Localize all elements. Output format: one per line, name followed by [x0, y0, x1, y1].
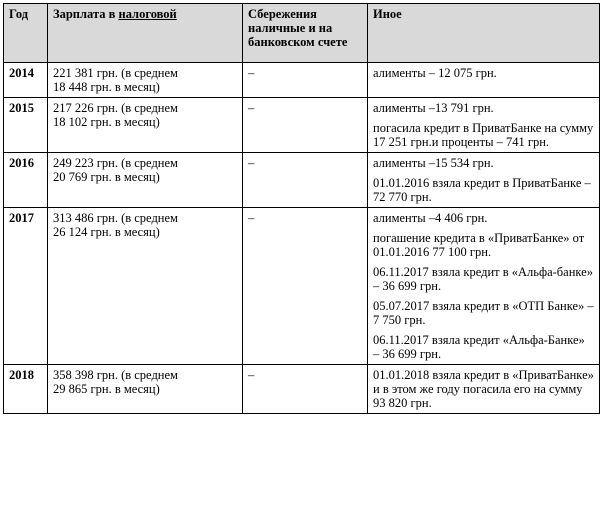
salary-line: 29 865 грн. в месяц) [53, 382, 160, 396]
table-row [4, 63, 600, 98]
salary-line: 18 102 грн. в месяц) [53, 115, 160, 129]
table-row [4, 98, 600, 153]
year-cell: 2018 [4, 365, 48, 414]
header-salary-underlined: налоговой [118, 7, 177, 21]
savings-cell: – [243, 63, 368, 98]
header-row [4, 4, 600, 63]
savings-cell: – [243, 208, 368, 365]
other-cell [368, 63, 600, 98]
other-entry: 06.11.2017 взяла кредит в «Альфа-банке» – 36 699 грн. [373, 265, 593, 293]
salary-line: 18 448 грн. в месяц) [53, 80, 160, 94]
savings-cell: – [243, 98, 368, 153]
other-entry: 01.01.2018 взяла кредит в «ПриватБанке» и в этом же году погасила его на сумму 93 820 грн. [373, 368, 594, 410]
salary-line: 358 398 грн. (в среднем [53, 368, 178, 382]
header-year: Год [4, 4, 48, 63]
year-cell: 2016 [4, 153, 48, 208]
header-salary [48, 4, 243, 63]
other-entry: 06.11.2017 взяла кредит «Альфа-Банке» – 36 699 грн. [373, 333, 585, 361]
savings-cell: – [243, 365, 368, 414]
salary-line: 249 223 грн. (в среднем [53, 156, 178, 170]
income-table [3, 3, 600, 414]
table-row [4, 208, 600, 365]
year-cell: 2017 [4, 208, 48, 365]
year-cell: 2014 [4, 63, 48, 98]
table-body [4, 63, 600, 414]
other-entry: алименты –4 406 грн. [373, 211, 488, 225]
other-entry: 01.01.2016 взяла кредит в ПриватБанке – 72 770 грн. [373, 176, 591, 204]
other-entry: алименты – 12 075 грн. [373, 66, 497, 80]
salary-cell [48, 208, 243, 365]
salary-cell [48, 63, 243, 98]
savings-cell: – [243, 153, 368, 208]
table-row [4, 153, 600, 208]
other-entry: алименты –13 791 грн. [373, 101, 494, 115]
salary-line: 217 226 грн. (в среднем [53, 101, 178, 115]
salary-line: 313 486 грн. (в среднем [53, 211, 178, 225]
other-cell [368, 208, 600, 365]
other-entry: погашение кредита в «ПриватБанке» от 01.01.2016 77 100 грн. [373, 231, 585, 259]
header-other: Иное [368, 4, 600, 63]
header-salary-prefix: Зарплата в [53, 7, 119, 21]
salary-cell [48, 365, 243, 414]
other-cell [368, 98, 600, 153]
other-entry: 05.07.2017 взяла кредит в «ОТП Банке» – 7 750 грн. [373, 299, 594, 327]
salary-cell [48, 98, 243, 153]
other-entry: алименты –15 534 грн. [373, 156, 494, 170]
salary-line: 20 769 грн. в месяц) [53, 170, 160, 184]
table-row [4, 365, 600, 414]
salary-cell [48, 153, 243, 208]
other-cell [368, 153, 600, 208]
salary-line: 26 124 грн. в месяц) [53, 225, 160, 239]
year-cell: 2015 [4, 98, 48, 153]
other-cell [368, 365, 600, 414]
header-savings: Сбережения наличные и на банковском счете [243, 4, 368, 63]
other-entry: погасила кредит в ПриватБанке на сумму 17 251 грн.и проценты – 741 грн. [373, 121, 594, 149]
salary-line: 221 381 грн. (в среднем [53, 66, 178, 80]
